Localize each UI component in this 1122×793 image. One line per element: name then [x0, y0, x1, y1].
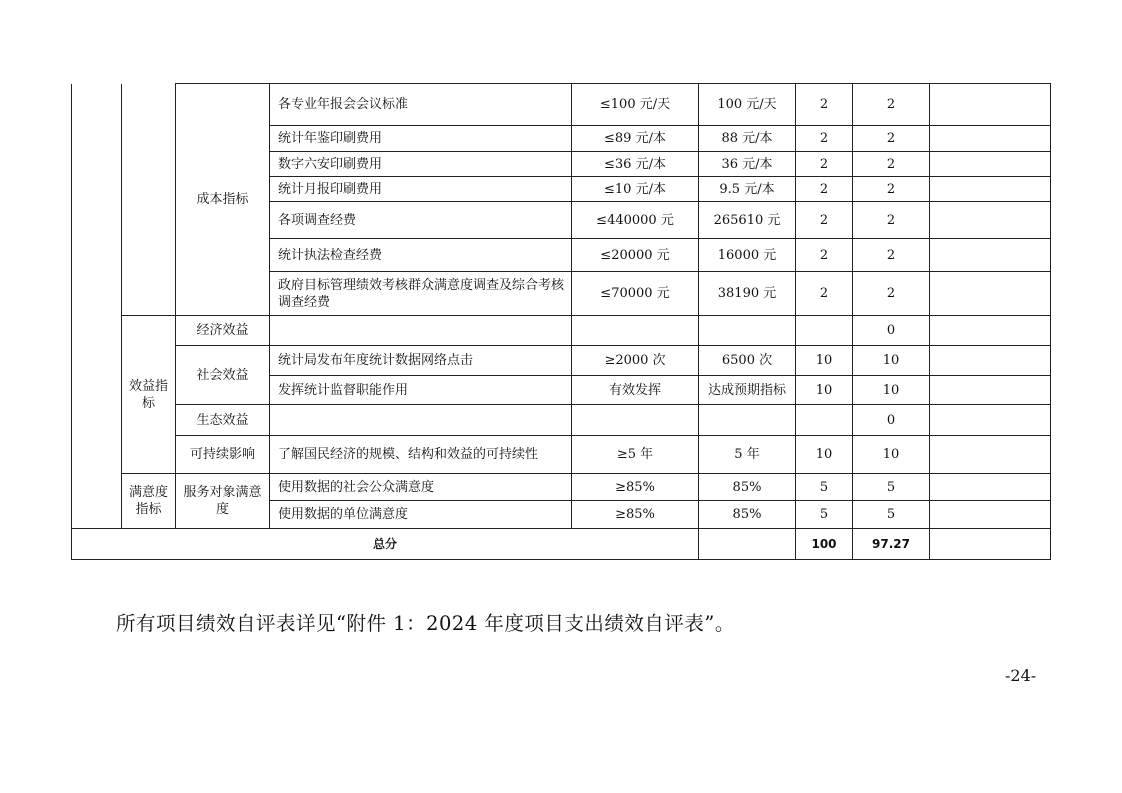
remark-cell	[930, 501, 1051, 529]
remark-cell	[930, 474, 1051, 501]
indicator-name: 了解国民经济的规模、结构和效益的可持续性	[270, 436, 572, 474]
indicator-name: 统计年鉴印刷费用	[270, 126, 572, 152]
sustainable-impact-label: 可持续影响	[176, 436, 270, 474]
target-value: ≥5 年	[572, 436, 699, 474]
actual-value: 85%	[699, 474, 796, 501]
score-value: 0	[853, 405, 930, 436]
indicator-name: 使用数据的单位满意度	[270, 501, 572, 529]
actual-value	[699, 316, 796, 346]
weight-value: 5	[796, 474, 853, 501]
remark-cell	[930, 376, 1051, 405]
target-value	[572, 316, 699, 346]
actual-value: 5 年	[699, 436, 796, 474]
remark-cell	[930, 126, 1051, 152]
indicator-name: 统计执法检查经费	[270, 239, 572, 272]
benefit-group-label: 效益指标	[122, 316, 176, 474]
service-satisfaction-label: 服务对象满意度	[176, 474, 270, 529]
remark-cell	[930, 84, 1051, 126]
actual-value	[699, 405, 796, 436]
total-score: 97.27	[853, 529, 930, 560]
weight-value: 2	[796, 239, 853, 272]
economic-benefit-label: 经济效益	[176, 316, 270, 346]
performance-table	[71, 83, 1051, 560]
weight-value: 5	[796, 501, 853, 529]
remark-cell	[930, 346, 1051, 376]
table-row	[72, 346, 1051, 376]
target-value: ≤70000 元	[572, 272, 699, 316]
score-value: 10	[853, 346, 930, 376]
score-value: 10	[853, 436, 930, 474]
weight-value: 2	[796, 177, 853, 202]
indicator-name: 发挥统计监督职能作用	[270, 376, 572, 405]
target-value: ≤89 元/本	[572, 126, 699, 152]
actual-value: 16000 元	[699, 239, 796, 272]
total-actual	[699, 529, 796, 560]
actual-value: 100 元/天	[699, 84, 796, 126]
score-value: 2	[853, 239, 930, 272]
actual-value: 88 元/本	[699, 126, 796, 152]
remark-cell	[930, 152, 1051, 177]
actual-value: 38190 元	[699, 272, 796, 316]
remark-cell	[930, 316, 1051, 346]
target-value: 有效发挥	[572, 376, 699, 405]
score-value: 2	[853, 152, 930, 177]
indicator-name: 各专业年报会会议标准	[270, 84, 572, 126]
score-value: 2	[853, 272, 930, 316]
actual-value: 265610 元	[699, 202, 796, 239]
total-remark	[930, 529, 1051, 560]
indicator-name: 各项调查经费	[270, 202, 572, 239]
weight-value: 2	[796, 152, 853, 177]
target-value: ≥2000 次	[572, 346, 699, 376]
attachment-note: 所有项目绩效自评表详见“附件 1：2024 年度项目支出绩效自评表”。	[116, 612, 735, 635]
score-value: 2	[853, 202, 930, 239]
satisfaction-group-label: 满意度指标	[122, 474, 176, 529]
table-row	[72, 84, 1051, 126]
weight-value: 10	[796, 346, 853, 376]
target-value: ≥85%	[572, 474, 699, 501]
total-label: 总分	[72, 529, 699, 560]
indicator-name: 统计月报印刷费用	[270, 177, 572, 202]
remark-cell	[930, 202, 1051, 239]
score-value: 0	[853, 316, 930, 346]
score-value: 2	[853, 84, 930, 126]
weight-value	[796, 405, 853, 436]
primary-indicator-cell	[72, 84, 122, 529]
indicator-name: 数字六安印刷费用	[270, 152, 572, 177]
score-value: 5	[853, 501, 930, 529]
actual-value: 36 元/本	[699, 152, 796, 177]
table-row	[72, 436, 1051, 474]
target-value: ≤20000 元	[572, 239, 699, 272]
remark-cell	[930, 405, 1051, 436]
total-weight: 100	[796, 529, 853, 560]
weight-value: 10	[796, 436, 853, 474]
indicator-name	[270, 405, 572, 436]
social-benefit-label: 社会效益	[176, 346, 270, 405]
target-value: ≤10 元/本	[572, 177, 699, 202]
cost-group-blank-cell	[122, 84, 176, 316]
target-value	[572, 405, 699, 436]
weight-value: 10	[796, 376, 853, 405]
remark-cell	[930, 239, 1051, 272]
score-value: 2	[853, 177, 930, 202]
target-value: ≤440000 元	[572, 202, 699, 239]
remark-cell	[930, 272, 1051, 316]
remark-cell	[930, 177, 1051, 202]
weight-value: 2	[796, 272, 853, 316]
indicator-name	[270, 316, 572, 346]
weight-value: 2	[796, 126, 853, 152]
table-row	[72, 405, 1051, 436]
actual-value: 85%	[699, 501, 796, 529]
score-value: 2	[853, 126, 930, 152]
weight-value	[796, 316, 853, 346]
total-row	[72, 529, 1051, 560]
indicator-name: 统计局发布年度统计数据网络点击	[270, 346, 572, 376]
table-row	[72, 474, 1051, 501]
actual-value: 6500 次	[699, 346, 796, 376]
weight-value: 2	[796, 84, 853, 126]
table-row	[72, 316, 1051, 346]
remark-cell	[930, 436, 1051, 474]
indicator-name: 使用数据的社会公众满意度	[270, 474, 572, 501]
score-value: 10	[853, 376, 930, 405]
actual-value: 9.5 元/本	[699, 177, 796, 202]
weight-value: 2	[796, 202, 853, 239]
cost-group-label: 成本指标	[176, 84, 270, 316]
page-number: -24-	[1005, 666, 1037, 685]
target-value: ≥85%	[572, 501, 699, 529]
ecological-benefit-label: 生态效益	[176, 405, 270, 436]
actual-value: 达成预期指标	[699, 376, 796, 405]
indicator-name: 政府目标管理绩效考核群众满意度调查及综合考核调查经费	[270, 272, 572, 316]
target-value: ≤100 元/天	[572, 84, 699, 126]
score-value: 5	[853, 474, 930, 501]
target-value: ≤36 元/本	[572, 152, 699, 177]
